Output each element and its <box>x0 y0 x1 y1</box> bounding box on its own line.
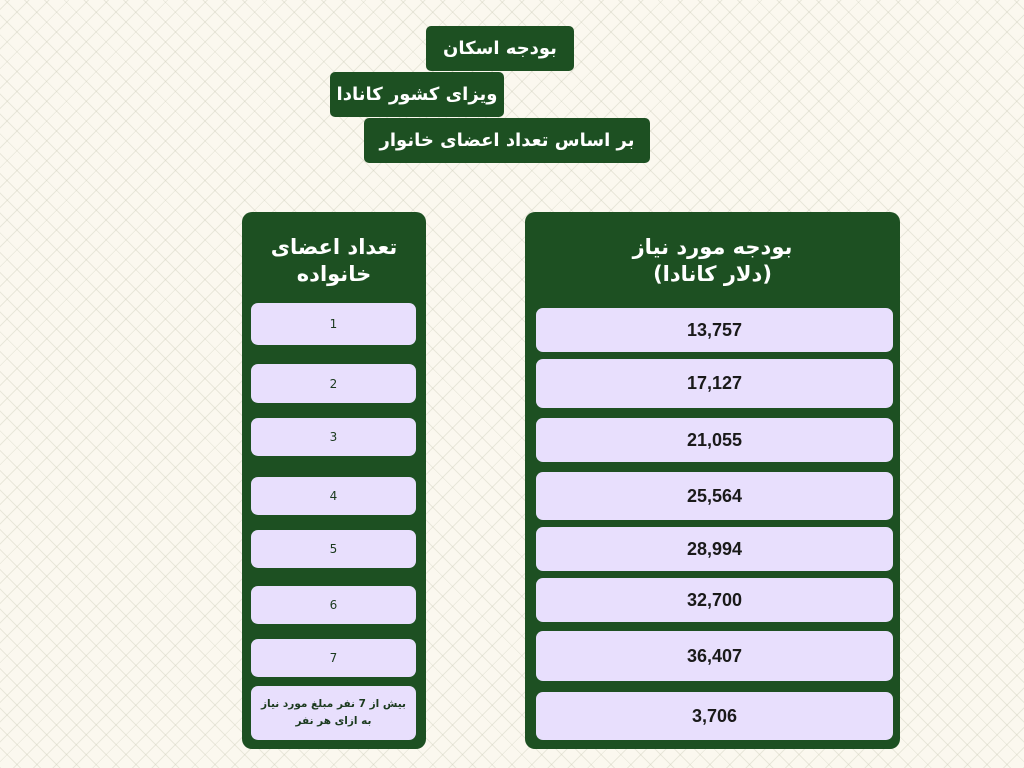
family-members-header-line-1: تعداد اعضای <box>270 235 398 259</box>
budget-header-line-1: بودجه مورد نیاز <box>632 235 793 259</box>
family-row-2 <box>251 364 416 403</box>
budget-row-4 <box>536 472 893 520</box>
family-row-7 <box>251 639 416 677</box>
title-line-2 <box>330 72 504 117</box>
extra-note-line-2: به ازای هر نفر <box>295 715 372 727</box>
budget-row-extra-value: 3,706 <box>691 705 738 726</box>
family-row-5 <box>251 530 416 568</box>
budget-row-6-value: 32,700 <box>686 589 743 610</box>
extra-note-line-1: بیش از 7 نفر مبلغ مورد نیاز <box>261 698 406 711</box>
title-line-3-text: بر اساس تعداد اعضای خانوار <box>379 130 635 151</box>
family-row-extra-note <box>251 686 416 740</box>
family-row-3-value: 3 <box>329 430 338 444</box>
budget-header <box>525 234 900 289</box>
family-row-6 <box>251 586 416 624</box>
budget-row-3 <box>536 418 893 462</box>
family-row-7-value: 7 <box>329 651 338 665</box>
budget-row-3-value: 21,055 <box>686 429 743 450</box>
budget-panel <box>525 212 900 749</box>
title-line-3 <box>364 118 650 163</box>
budget-row-4-value: 25,564 <box>686 485 743 506</box>
budget-row-2 <box>536 359 893 408</box>
budget-row-6 <box>536 578 893 622</box>
family-row-1 <box>251 303 416 345</box>
family-row-5-value: 5 <box>329 542 338 556</box>
family-row-6-value: 6 <box>329 598 338 612</box>
budget-row-7 <box>536 631 893 681</box>
family-members-header-line-2: خانواده <box>296 262 372 287</box>
budget-row-2-value: 17,127 <box>686 373 743 393</box>
family-row-3 <box>251 418 416 456</box>
title-line-2-text: ویزای کشور کانادا <box>336 84 498 105</box>
family-members-header <box>242 234 426 289</box>
family-row-4-value: 4 <box>329 489 338 503</box>
family-row-2-value: 2 <box>329 376 338 391</box>
budget-row-7-value: 36,407 <box>686 645 743 666</box>
family-row-4 <box>251 477 416 515</box>
family-members-panel <box>242 212 426 749</box>
family-row-1-value: 1 <box>329 317 338 331</box>
title-line-1-text: بودجه اسکان <box>443 38 557 59</box>
budget-row-5-value: 28,994 <box>686 538 743 559</box>
budget-row-5 <box>536 527 893 571</box>
budget-row-extra-per-person <box>536 692 893 740</box>
budget-header-line-2: (دلار کانادا) <box>653 262 772 287</box>
title-line-1 <box>426 26 574 71</box>
budget-row-1 <box>536 308 893 352</box>
budget-row-1-value: 13,757 <box>686 319 743 340</box>
